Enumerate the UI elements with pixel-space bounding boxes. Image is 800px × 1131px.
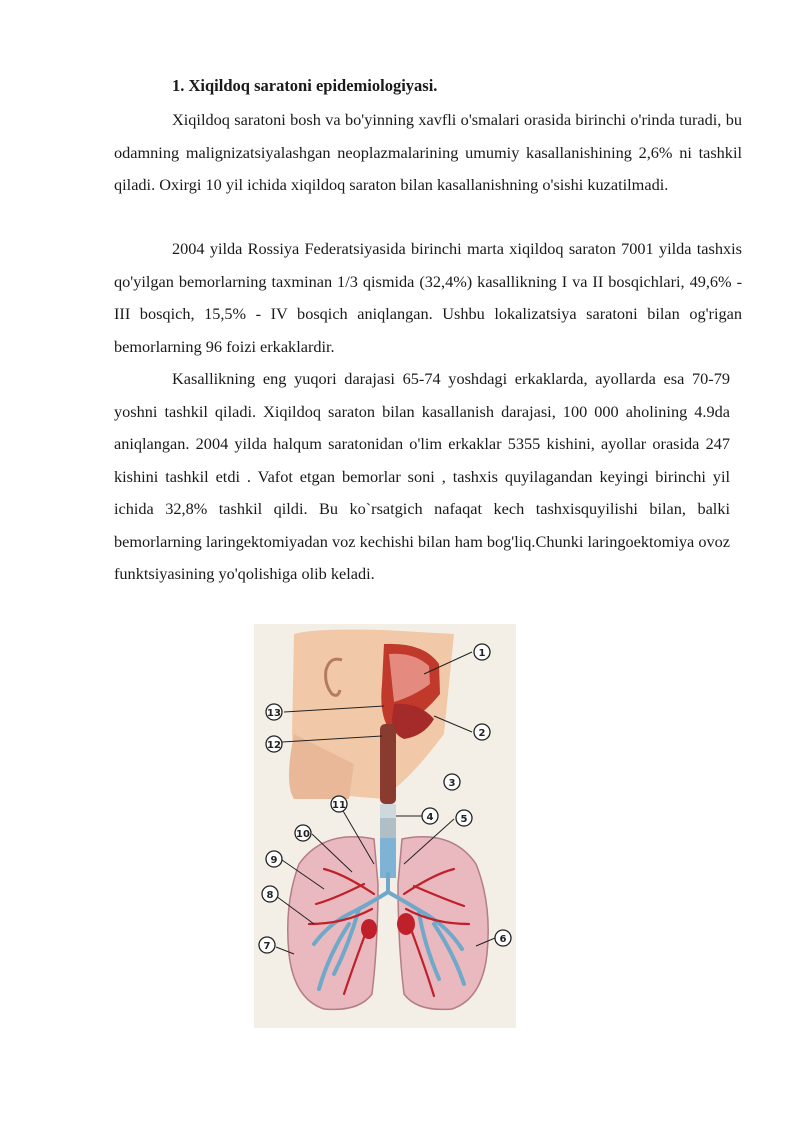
paragraph-2: 2004 yilda Rossiya Federatsiyasida birinchi marta xiqildoq saraton 7001 yilda tashxis qo'yilgan bemorlarning taxminan 1/3 qismida (32,4%) kasallikning I va II bosqichlari, 49,6% - III bosqich, 15,5% - IV bosqich aniqlangan. Ushbu lokalizatsiya saratoni bilan og'rigan bemorlarning 96 foizi erkaklardir.: [114, 239, 742, 356]
callout-8: 8: [266, 890, 274, 901]
callout-6: 6: [499, 934, 507, 945]
section-heading: 1. Xiqildoq saratoni epidemiologiyasi.: [172, 76, 438, 95]
callout-1: 1: [478, 648, 486, 659]
callout-5: 5: [460, 814, 468, 825]
callout-7: 7: [263, 941, 271, 952]
callout-11: 11: [332, 800, 346, 811]
callout-12: 12: [267, 740, 281, 751]
callout-4: 4: [426, 812, 434, 823]
respiratory-system-illustration: [254, 624, 516, 1028]
callout-3: 3: [448, 778, 456, 789]
callout-10: 10: [296, 829, 310, 840]
callout-13: 13: [267, 708, 281, 719]
anatomy-drawing: [254, 624, 516, 1028]
paragraph-1: Xiqildoq saratoni bosh va bo'yinning xavfli o'smalari orasida birinchi o'rinda turadi, bu odamning malignizatsiyalashgan neoplazmalarining umumiy kasallanishining 2,6% ni tashkil qiladi. Oxirgi 10 yil ichida xiqildoq saraton bilan kasallanishning o'sishi kuzatilmadi.: [114, 110, 742, 194]
callout-9: 9: [270, 855, 278, 866]
paragraph-3: Kasallikning eng yuqori darajasi 65-74 yoshdagi erkaklarda, ayollarda esa 70-79 yoshni tashkil qiladi. Xiqildoq saraton bilan kasallanish darajasi, 100 000 aholining 4.9da aniqlangan. 2004 yilda halqum saratonidan o'lim erkaklar 5355 kishini, ayollar orasida 247 kishini tashkil etdi . Vafot etgan bemorlar soni , tashxis quyilagandan keyingi birinchi yil ichida 32,8% tashkil qildi. Bu ko`rsatgich nafaqat kech tashxisquyilishi bilan, balki bemorlarning laringektomiyadan voz kechishi bilan ham bog'liq.Chunki laringoektomiya ovoz funktsiyasining yo'qolishiga olib keladi.: [114, 369, 730, 583]
callout-2: 2: [478, 728, 486, 739]
